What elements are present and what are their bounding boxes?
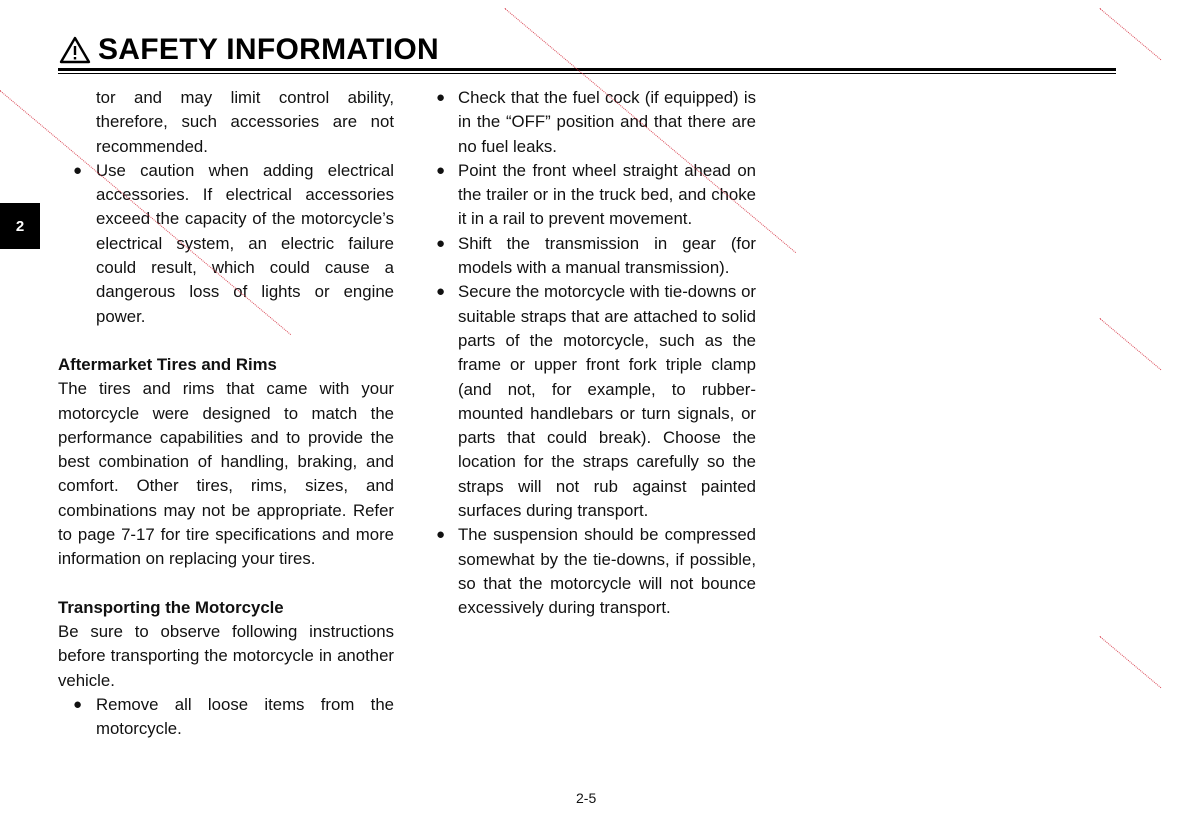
list-item-text: Remove all loose items from the motorcycle. [96, 694, 394, 739]
list-item [436, 280, 756, 523]
watermark-stamp [1099, 318, 1161, 370]
tires-paragraph: The tires and rims that came with your motorcycle were designed to match the performance capabilities and to provide the best combination of handling, braking, and comfort. Other tires, rims, sizes, and combinations may not be appropriate. Refer to page 7-17 for tire specifications and more information on replacing your tires. [58, 379, 394, 569]
bullet-icon: ● [436, 161, 446, 179]
left-column [58, 86, 394, 741]
bullet-icon: ● [73, 695, 83, 713]
header-rule [58, 68, 1116, 71]
list-item-text: Check that the fuel cock (if equipped) is in the “OFF” position and that there are no fuel leaks. [458, 88, 756, 156]
bullet-icon: ● [436, 283, 446, 301]
bullet-icon: ● [436, 234, 446, 252]
right-column [436, 86, 756, 621]
transport-paragraph: Be sure to observe following instructions before transporting the motorcycle in another vehicle. [58, 621, 394, 690]
watermark-stamp [1099, 636, 1161, 688]
list-item-text: Shift the transmission in gear (for models with a manual transmission). [458, 233, 756, 278]
list-item-text: Use caution when adding electrical accessories. If electrical accessories exceed the capacity of the motorcycle’s electrical system, an electric failure could result, which could cause a dangerous loss of lights or engine power. [96, 160, 394, 326]
list-item [436, 159, 756, 232]
bullet-icon: ● [436, 526, 446, 544]
bullet-icon: ● [436, 89, 446, 106]
list-item [436, 232, 756, 281]
header-rule-thin [58, 73, 1116, 74]
page-title: SAFETY INFORMATION [98, 33, 439, 66]
page-header [58, 30, 439, 70]
list-item [436, 523, 756, 620]
watermark-stamp [1099, 8, 1161, 60]
tires-heading: Aftermarket Tires and Rims [58, 354, 277, 374]
list-item [436, 86, 756, 159]
list-item-text: Point the front wheel straight ahead on the trailer or in the truck bed, and choke it in a rail to prevent movement. [458, 160, 756, 229]
list-item-text: The suspension should be compressed somewhat by the tie-downs, if possible, so that the motorcycle will not bounce excessively during transport. [458, 525, 756, 618]
list-item-text: Secure the motorcycle with tie-downs or suitable straps that are attached to solid parts of the motorcycle, such as the frame or upper front fork triple clamp (and not, for example, to rubber-mounted handlebars or turn signals, or parts that could break). Choose the location for the straps carefully so the straps will not rub against painted surfaces during transport. [458, 282, 756, 521]
section-tab: 2 [0, 203, 40, 249]
continuation-text: tor and may limit control ability, therefore, such accessories are not recommended. [96, 88, 394, 156]
page-number: 2-5 [576, 790, 597, 806]
list-item [58, 693, 394, 742]
bullet-icon: ● [73, 161, 83, 179]
transport-heading: Transporting the Motorcycle [58, 597, 284, 617]
warning-triangle-icon [58, 35, 92, 65]
list-item [58, 159, 394, 329]
